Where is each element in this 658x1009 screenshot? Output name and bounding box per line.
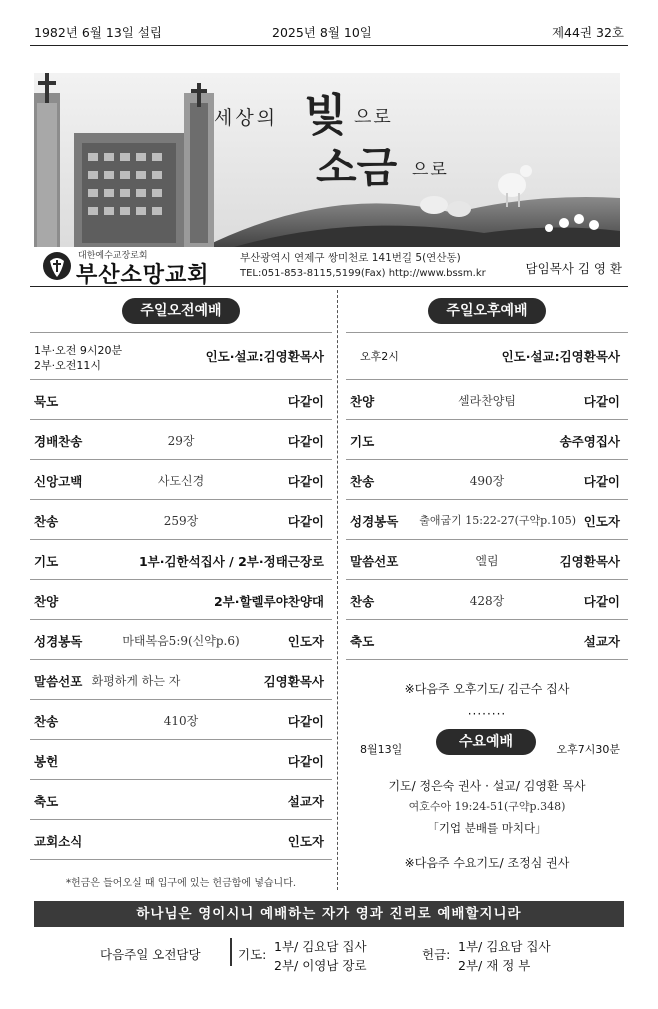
masthead-bar [30, 20, 628, 46]
morning-time-row [30, 332, 332, 380]
order-row [30, 500, 332, 540]
order-label: 경배찬송 [34, 434, 83, 449]
order-label: 찬송 [350, 474, 375, 489]
duty-offering-2: 2부/ 재 정 부 [458, 958, 531, 973]
duty-label: 다음주일 오전담당 [100, 947, 201, 962]
wednesday-time: 오후7시30분 [556, 743, 620, 756]
order-content: 410장 [163, 714, 199, 728]
order-person: 송주영집사 [559, 434, 620, 449]
order-content: 490장 [469, 474, 505, 488]
slogan-part-1: 세상의 [214, 107, 279, 129]
order-content: 사도신경 [157, 474, 205, 488]
order-label: 찬양 [350, 394, 375, 409]
wednesday-header [346, 727, 628, 767]
order-content: 화평하게 하는 자 [91, 674, 181, 688]
order-person: 다같이 [287, 514, 324, 529]
order-row [30, 780, 332, 820]
church-name: 부산소망교회 [76, 263, 210, 288]
order-label: 말씀선포 [34, 674, 83, 689]
order-label: 봉헌 [34, 754, 59, 769]
order-content: 29장 [167, 434, 195, 448]
issue-number: 제44권 32호 [551, 25, 624, 40]
church-logo-icon [42, 251, 72, 281]
slogan-part-2: 으로 [354, 107, 393, 128]
morning-time-1: 1부·오전 9시20분 [34, 344, 123, 357]
afternoon-service [346, 290, 628, 871]
banner-image [34, 73, 620, 247]
order-content: 259장 [163, 514, 199, 528]
order-row [30, 540, 332, 580]
duty-prayer-key: 기도: [238, 947, 267, 962]
order-content: 마태복음5:9(신약p.6) [122, 634, 240, 648]
wednesday-scripture: 여호수아 19:24-51(구약p.348) [408, 800, 566, 813]
slogan-part-3: 으로 [412, 160, 449, 180]
church-contact: TEL:051-853-8115,5199(Fax) http://www.bssm.kr [240, 268, 486, 279]
order-row [30, 580, 332, 620]
bulletin-date: 2025년 8월 10일 [272, 25, 372, 40]
order-row [346, 380, 628, 420]
order-row [346, 580, 628, 620]
order-person: 2부·할렐루야찬양대 [213, 594, 324, 609]
order-person: 다같이 [583, 394, 620, 409]
order-row [346, 460, 628, 500]
order-person: 다같이 [287, 434, 324, 449]
order-row [30, 660, 332, 700]
wednesday-sermon-title: 「기업 분배를 마치다」 [427, 821, 547, 835]
next-week-duty [30, 934, 628, 974]
afternoon-leader: 인도·설교:김영환목사 [501, 349, 620, 364]
scripture-verse-banner: 하나님은 영이시니 예배하는 자가 영과 진리로 예배할지니라 [34, 901, 624, 927]
order-person: 다같이 [287, 474, 324, 489]
duty-separator [230, 938, 232, 966]
order-person: 인도자 [287, 634, 324, 649]
afternoon-time-row [346, 332, 628, 380]
order-label: 교회소식 [34, 834, 83, 849]
order-label: 찬송 [34, 514, 59, 529]
order-person: 다같이 [583, 474, 620, 489]
order-row [30, 380, 332, 420]
order-row [30, 460, 332, 500]
church-address: 부산광역시 연제구 쌍미천로 141번길 5(연산동) [240, 252, 461, 264]
order-person: 다같이 [287, 714, 324, 729]
order-label: 축도 [34, 794, 59, 809]
wednesday-next-prayer: ※다음주 수요기도/ 조정심 권사 [404, 856, 570, 870]
section-dots: ········ [467, 707, 507, 721]
morning-service-title: 주일오전예배 [122, 298, 240, 324]
slogan-salt: 소금 [316, 143, 398, 192]
morning-service [30, 290, 332, 889]
order-label: 신앙고백 [34, 474, 83, 489]
order-label: 찬송 [350, 594, 375, 609]
order-label: 찬송 [34, 714, 59, 729]
order-label: 찬양 [34, 594, 59, 609]
order-person: 다같이 [287, 394, 324, 409]
order-person: 다같이 [287, 754, 324, 769]
senior-pastor: 담임목사 김 영 환 [525, 261, 622, 276]
afternoon-service-title: 주일오후예배 [428, 298, 546, 324]
order-row [30, 740, 332, 780]
founded-date: 1982년 6월 13일 설립 [34, 25, 162, 40]
order-person: 인도자 [287, 834, 324, 849]
afternoon-time: 오후2시 [360, 350, 399, 363]
wednesday-leaders: 기도/ 정은숙 권사 · 설교/ 김영환 목사 [388, 779, 586, 793]
morning-time-2: 2부·오전11시 [34, 359, 101, 372]
order-label: 기도 [350, 434, 375, 449]
order-label: 성경봉독 [350, 514, 399, 529]
order-person: 김영환목사 [559, 554, 620, 569]
church-header [30, 247, 628, 287]
duty-offering-1: 1부/ 김요담 집사 [458, 939, 551, 954]
order-row [30, 620, 332, 660]
wednesday-date: 8월13일 [360, 743, 403, 756]
order-person: 1부·김한석집사 / 2부·정태근장로 [138, 554, 324, 569]
order-person: 김영환목사 [263, 674, 324, 689]
order-content: 엘림 [475, 554, 499, 568]
order-row [30, 420, 332, 460]
order-person: 다같이 [583, 594, 620, 609]
order-label: 성경봉독 [34, 634, 83, 649]
order-content: 428장 [469, 594, 505, 608]
duty-offering-key: 헌금: [422, 947, 451, 962]
order-label: 축도 [350, 634, 375, 649]
order-person: 설교자 [287, 794, 324, 809]
order-content: 출애굽기 15:22-27(구약p.105) [419, 514, 576, 527]
duty-prayer-1: 1부/ 김요담 집사 [274, 939, 367, 954]
order-row [30, 820, 332, 860]
order-row [346, 500, 628, 540]
order-row [346, 540, 628, 580]
order-label: 기도 [34, 554, 59, 569]
slogan-light: 빛 [304, 90, 347, 141]
order-label: 묵도 [34, 394, 59, 409]
order-person: 인도자 [583, 514, 620, 529]
order-label: 말씀선포 [350, 554, 399, 569]
order-content: 셀라찬양팀 [458, 394, 516, 408]
column-divider [337, 290, 338, 890]
order-row [30, 700, 332, 740]
duty-prayer-2: 2부/ 이영남 장로 [274, 958, 367, 973]
order-person: 설교자 [583, 634, 620, 649]
order-row [346, 420, 628, 460]
afternoon-next-prayer: ※다음주 오후기도/ 김근수 집사 [404, 682, 570, 696]
morning-leader: 인도·설교:김영환목사 [205, 349, 324, 364]
order-row [346, 620, 628, 660]
wednesday-service-title: 수요예배 [436, 729, 536, 755]
denomination: 대한예수교장로회 [78, 251, 148, 261]
offering-note: *헌금은 들어오실 때 입구에 있는 헌금함에 넣습니다. [65, 878, 297, 889]
